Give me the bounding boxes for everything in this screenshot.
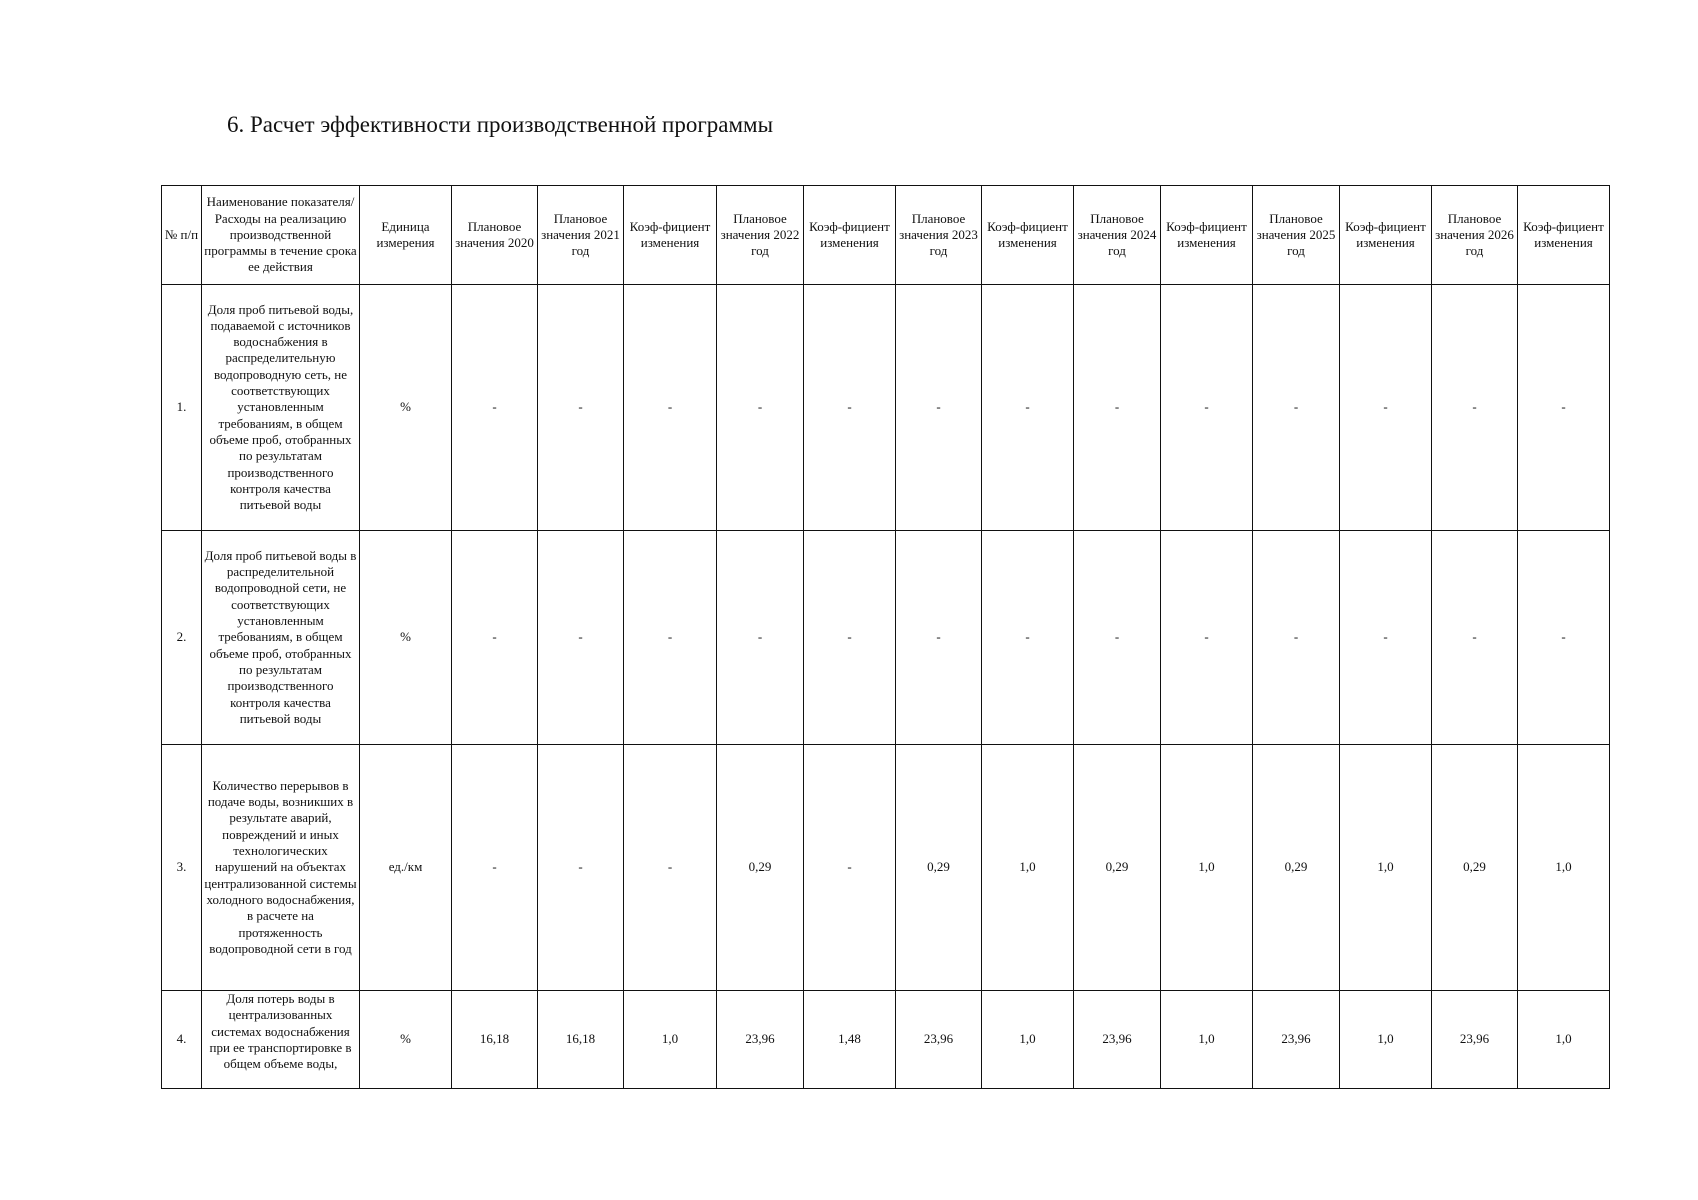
row-number: 3. bbox=[162, 745, 202, 991]
value-cell: - bbox=[1161, 531, 1253, 745]
value-cell: - bbox=[1161, 285, 1253, 531]
header-coef-2025: Коэф-фициент изменения bbox=[1340, 186, 1432, 285]
value-cell: - bbox=[804, 745, 896, 991]
value-cell: - bbox=[1340, 531, 1432, 745]
value-cell: 16,18 bbox=[452, 991, 538, 1089]
table-row bbox=[162, 531, 1610, 745]
value-cell: 1,0 bbox=[1161, 991, 1253, 1089]
value-cell: 1,0 bbox=[1340, 745, 1432, 991]
header-coef-2026: Коэф-фициент изменения bbox=[1518, 186, 1610, 285]
value-cell: - bbox=[1253, 285, 1340, 531]
unit-cell: ед./км bbox=[360, 745, 452, 991]
header-plan-2023: Плановое значения 2023 год bbox=[896, 186, 982, 285]
value-cell: - bbox=[452, 745, 538, 991]
unit-cell: % bbox=[360, 531, 452, 745]
value-cell: - bbox=[717, 531, 804, 745]
value-cell: - bbox=[452, 531, 538, 745]
value-cell: - bbox=[624, 531, 717, 745]
value-cell: - bbox=[717, 285, 804, 531]
value-cell: 0,29 bbox=[896, 745, 982, 991]
value-cell: - bbox=[624, 745, 717, 991]
table-row bbox=[162, 745, 1610, 991]
value-cell: 1,0 bbox=[982, 991, 1074, 1089]
indicator-name: Доля проб питьевой воды, подаваемой с источников водоснабжения в распределительную водопроводную сеть, не соответствующих установленным требованиям, в общем объеме проб, отобранных по результатам производственного контроля качества питьевой воды bbox=[202, 285, 360, 531]
header-coef-2023: Коэф-фициент изменения bbox=[982, 186, 1074, 285]
value-cell: - bbox=[1518, 285, 1610, 531]
header-plan-2024: Плановое значения 2024 год bbox=[1074, 186, 1161, 285]
value-cell: - bbox=[538, 745, 624, 991]
value-cell: - bbox=[982, 531, 1074, 745]
value-cell: - bbox=[1432, 285, 1518, 531]
value-cell: - bbox=[538, 531, 624, 745]
value-cell: - bbox=[1518, 531, 1610, 745]
indicator-name: Доля потерь воды в централизованных системах водоснабжения при ее транспортировке в общем объеме воды, bbox=[202, 991, 360, 1089]
value-cell: 23,96 bbox=[1074, 991, 1161, 1089]
value-cell: - bbox=[982, 285, 1074, 531]
unit-cell: % bbox=[360, 991, 452, 1089]
value-cell: - bbox=[896, 285, 982, 531]
value-cell: - bbox=[624, 285, 717, 531]
header-plan-2021: Плановое значения 2021 год bbox=[538, 186, 624, 285]
header-plan-2022: Плановое значения 2022 год bbox=[717, 186, 804, 285]
value-cell: - bbox=[804, 531, 896, 745]
value-cell: - bbox=[1432, 531, 1518, 745]
header-plan-2026: Плановое значения 2026 год bbox=[1432, 186, 1518, 285]
value-cell: 0,29 bbox=[1253, 745, 1340, 991]
header-coef-2021: Коэф-фициент изменения bbox=[624, 186, 717, 285]
document-title: 6. Расчет эффективности производственной программы bbox=[227, 112, 774, 137]
value-cell: 1,0 bbox=[624, 991, 717, 1089]
value-cell: 0,29 bbox=[1074, 745, 1161, 991]
value-cell: - bbox=[1340, 285, 1432, 531]
row-number: 2. bbox=[162, 531, 202, 745]
table-row bbox=[162, 991, 1610, 1089]
value-cell: 0,29 bbox=[1432, 745, 1518, 991]
value-cell: 23,96 bbox=[717, 991, 804, 1089]
table-header-row bbox=[162, 186, 1610, 285]
table-row bbox=[162, 285, 1610, 531]
value-cell: - bbox=[804, 285, 896, 531]
value-cell: 1,0 bbox=[1161, 745, 1253, 991]
efficiency-table bbox=[161, 185, 1610, 1089]
indicator-name: Количество перерывов в подаче воды, возникших в результате аварий, повреждений и иных технологических нарушений на объектах централизованной системы холодного водоснабжения, в расчете на протяженность водопроводной сети в год bbox=[202, 745, 360, 991]
unit-cell: % bbox=[360, 285, 452, 531]
value-cell: 1,48 bbox=[804, 991, 896, 1089]
header-plan-2025: Плановое значения 2025 год bbox=[1253, 186, 1340, 285]
value-cell: 1,0 bbox=[1518, 745, 1610, 991]
value-cell: - bbox=[452, 285, 538, 531]
row-number: 1. bbox=[162, 285, 202, 531]
value-cell: 1,0 bbox=[982, 745, 1074, 991]
header-indicator-name: Наименование показателя/Расходы на реализацию производственной программы в течение срока ее действия bbox=[202, 186, 360, 285]
value-cell: - bbox=[538, 285, 624, 531]
value-cell: - bbox=[896, 531, 982, 745]
value-cell: 23,96 bbox=[1432, 991, 1518, 1089]
header-number: № п/п bbox=[162, 186, 202, 285]
indicator-name: Доля проб питьевой воды в распределительной водопроводной сети, не соответствующих установленным требованиям, в общем объеме проб, отобранных по результатам производственного контроля качества питьевой воды bbox=[202, 531, 360, 745]
header-unit: Единица измерения bbox=[360, 186, 452, 285]
header-coef-2022: Коэф-фициент изменения bbox=[804, 186, 896, 285]
value-cell: 23,96 bbox=[1253, 991, 1340, 1089]
header-coef-2024: Коэф-фициент изменения bbox=[1161, 186, 1253, 285]
header-plan-2020: Плановое значения 2020 bbox=[452, 186, 538, 285]
value-cell: - bbox=[1074, 285, 1161, 531]
value-cell: 1,0 bbox=[1518, 991, 1610, 1089]
value-cell: 1,0 bbox=[1340, 991, 1432, 1089]
row-number: 4. bbox=[162, 991, 202, 1089]
value-cell: 0,29 bbox=[717, 745, 804, 991]
value-cell: - bbox=[1074, 531, 1161, 745]
value-cell: 16,18 bbox=[538, 991, 624, 1089]
value-cell: 23,96 bbox=[896, 991, 982, 1089]
value-cell: - bbox=[1253, 531, 1340, 745]
